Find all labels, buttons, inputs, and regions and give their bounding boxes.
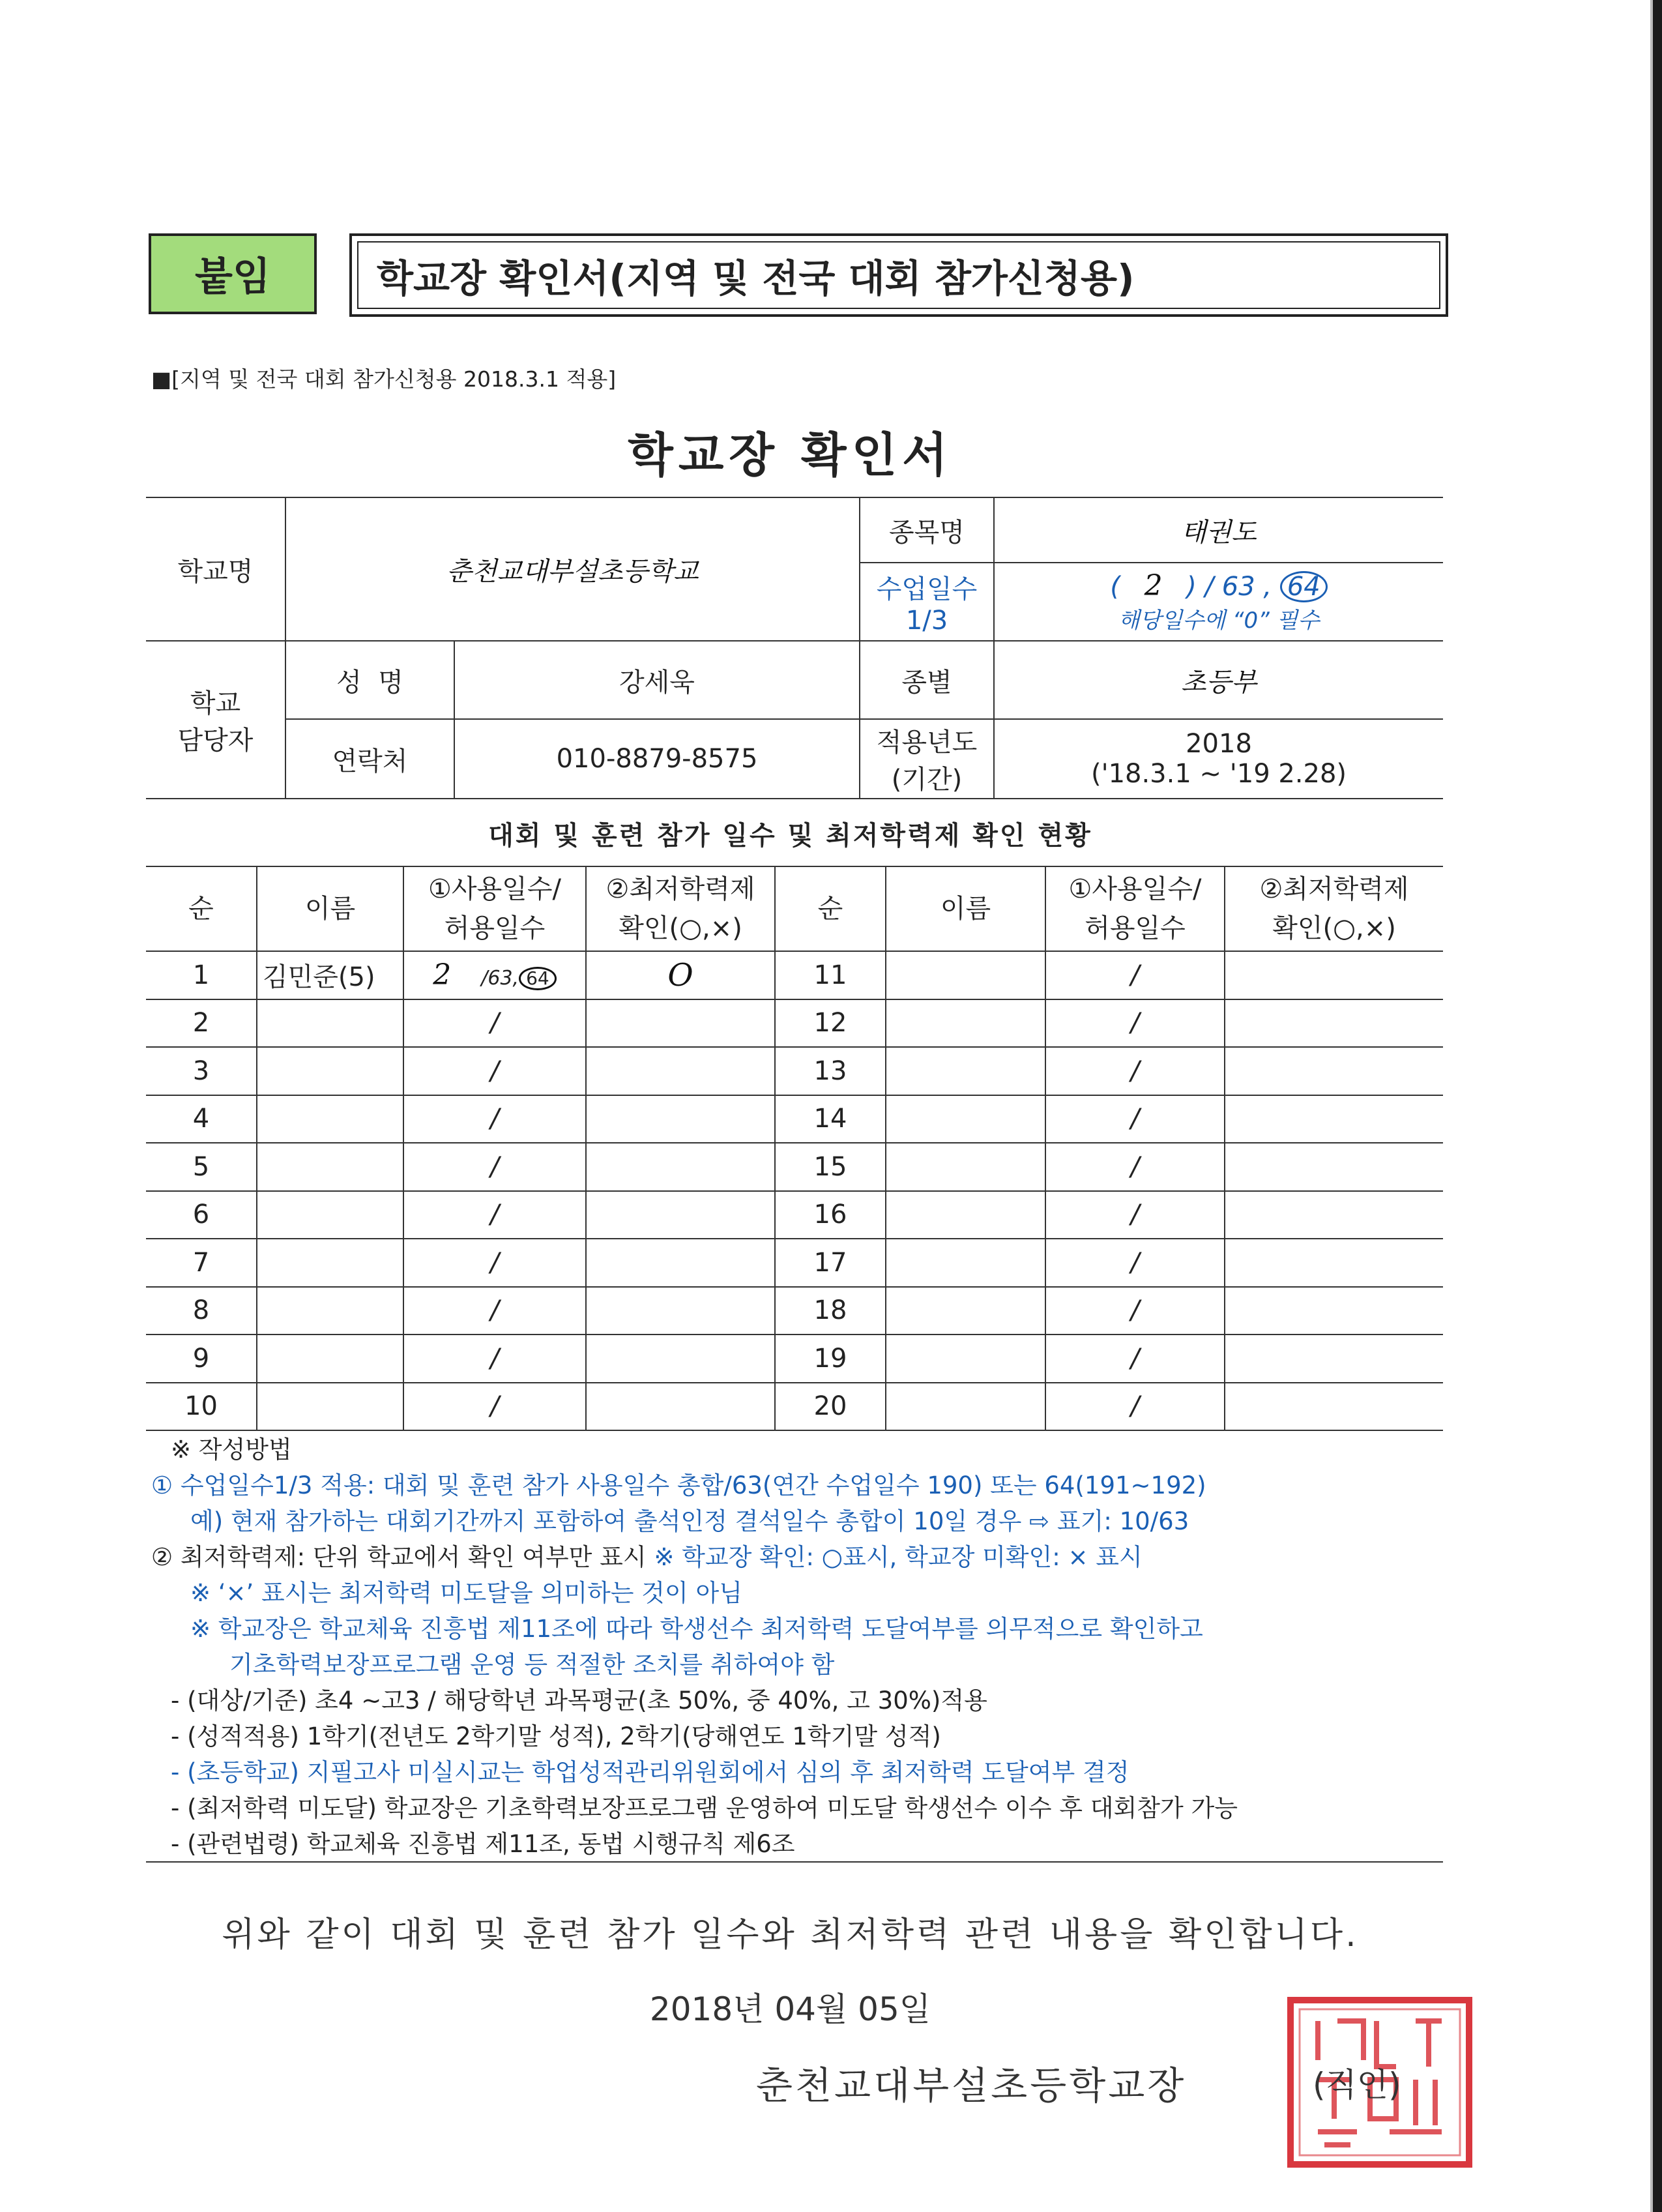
days-cell: /	[403, 1239, 586, 1287]
name-cell	[257, 1047, 403, 1095]
days-cell: /	[1045, 1239, 1225, 1287]
days-cell: /	[403, 1047, 586, 1095]
days-cell: /	[403, 1335, 586, 1383]
min-check: O	[586, 951, 775, 999]
name-cell	[886, 1143, 1045, 1191]
days-cell: /	[403, 1191, 586, 1239]
classdays-used: 2	[1144, 569, 1163, 602]
row-number: 10	[146, 1383, 257, 1431]
row-number: 19	[775, 1335, 886, 1383]
notes-divider	[146, 1861, 1443, 1863]
classdays-circled: 64	[1280, 571, 1328, 602]
name-cell	[257, 1143, 403, 1191]
confirm-statement: 위와 같이 대회 및 훈련 참가 일수와 최저학력 관련 내용을 확인합니다.	[222, 1915, 1359, 1954]
contact-label	[146, 641, 285, 799]
days-cell: /	[1045, 1047, 1225, 1095]
days-cell: /	[403, 1287, 586, 1335]
seal-label: (직인)	[1313, 2066, 1401, 2104]
detail-4: - (최저학력 미도달) 학교장은 기초학력보장프로그램 운영하여 미도달 학생선수 이수 후 대회참가 가능	[171, 1794, 1238, 1822]
name-value: 강세욱	[454, 641, 860, 719]
name-cell	[257, 1239, 403, 1287]
header-days-line2: 허용일수	[1085, 913, 1186, 943]
header-days-line1: ①사용일수/	[428, 874, 561, 904]
header-days-line1: ①사용일수/	[1068, 874, 1202, 904]
days-cell	[403, 951, 586, 999]
row-number: 8	[146, 1287, 257, 1335]
header-no-right: 순	[775, 866, 886, 951]
classdays-note: 해당일수에 “0” 필수	[1118, 608, 1320, 634]
days-circled: 64	[519, 967, 557, 990]
participant-name: 김민준(5)	[257, 951, 403, 999]
min-cell	[586, 1143, 775, 1191]
row-number: 3	[146, 1047, 257, 1095]
row-number: 20	[775, 1383, 886, 1431]
division-label: 종별	[860, 641, 994, 719]
phone-label: 연락처	[285, 719, 454, 799]
notes-heading: ※ 작성방법	[171, 1436, 292, 1464]
days-denoms: /63,	[481, 967, 519, 990]
detail-5: - (관련법령) 학교체육 진흥법 제11조, 동법 시행규칙 제6조	[171, 1830, 795, 1858]
applies-note: ■[지역 및 전국 대회 참가신청용 2018.3.1 적용]	[151, 366, 617, 392]
table-row	[146, 951, 1443, 999]
header-days-line2: 허용일수	[444, 913, 546, 943]
min-cell	[586, 999, 775, 1048]
note-4a: ※ 학교장은 학교체육 진흥법 제11조에 따라 학생선수 최저학력 도달여부를 의무적으로 확인하고	[190, 1615, 1203, 1643]
scan-edge-black	[1653, 0, 1662, 2212]
year-label	[860, 719, 994, 799]
table-row	[146, 1143, 1443, 1191]
note-2b: ※ 학교장 확인: ○표시, 학교장 미확인: × 표시	[654, 1543, 1143, 1571]
name-cell	[257, 1287, 403, 1335]
row-number: 17	[775, 1239, 886, 1287]
classdays-label	[860, 563, 994, 641]
days-cell: /	[403, 1383, 586, 1431]
note-2	[151, 1539, 1238, 1575]
header-days-right	[1045, 866, 1225, 951]
info-table	[146, 497, 1443, 799]
row-number: 18	[775, 1287, 886, 1335]
name-cell	[257, 1095, 403, 1143]
row-number: 1	[146, 951, 257, 999]
header-min-line1: ②최저학력제	[1259, 874, 1409, 904]
issue-date: 2018년 04월 05일	[649, 1990, 931, 2028]
school-value: 춘천교대부설초등학교	[285, 497, 860, 641]
days-cell: /	[1045, 1287, 1225, 1335]
min-cell	[586, 1047, 775, 1095]
name-cell	[886, 1095, 1045, 1143]
classdays-value	[994, 563, 1443, 641]
detail-1: - (대상/기준) 초4 ~고3 / 해당학년 과목평균(초 50%, 중 40%, 고 30%)적용	[171, 1687, 987, 1715]
header-min-line1: ②최저학력제	[605, 874, 755, 904]
classdays-paren: (	[1110, 572, 1120, 602]
sport-value: 태권도	[994, 497, 1443, 563]
school-label: 학교명	[146, 497, 285, 641]
name-cell	[886, 1239, 1045, 1287]
classdays-denoms: ) / 63 ,	[1186, 572, 1272, 602]
header-min-line2: 확인(○,×)	[619, 913, 742, 943]
attachment-tag: 붙임	[149, 233, 317, 314]
min-cell	[586, 1095, 775, 1143]
days-cell: /	[1045, 1335, 1225, 1383]
min-cell	[1225, 999, 1443, 1048]
name-cell	[257, 999, 403, 1048]
section-title: 대회 및 훈련 참가 일수 및 최저학력제 확인 현황	[488, 821, 1092, 851]
days-cell: /	[1045, 1191, 1225, 1239]
row-number: 7	[146, 1239, 257, 1287]
min-cell	[1225, 951, 1443, 999]
notes	[151, 1432, 1238, 1862]
table-row	[146, 1095, 1443, 1143]
min-cell	[1225, 1095, 1443, 1143]
min-cell	[1225, 1191, 1443, 1239]
year-label-line2: (기간)	[891, 765, 963, 795]
attachment-title: 학교장 확인서(지역 및 전국 대회 참가신청용)	[349, 233, 1448, 317]
principal-signature: 춘천교대부설초등학교장	[756, 2063, 1187, 2108]
header-min-left	[586, 866, 775, 951]
name-cell	[257, 1191, 403, 1239]
row-number: 11	[775, 951, 886, 999]
note-1a: ① 수업일수1/3 적용: 대회 및 훈련 참가 사용일수 총합/63(연간 수업일수 190) 또는 64(191~192)	[151, 1471, 1206, 1499]
min-cell	[1225, 1239, 1443, 1287]
phone-value: 010-8879-8575	[454, 719, 860, 799]
detail-3: - (초등학교) 지필고사 미실시교는 학업성적관리위원회에서 심의 후 최저학력 도달여부 결정	[171, 1758, 1130, 1786]
min-cell	[586, 1335, 775, 1383]
year-value-line2: ('18.3.1 ~ '19 2.28)	[1090, 759, 1347, 789]
name-cell	[886, 1191, 1045, 1239]
note-1b: 예) 현재 참가하는 대회기간까지 포함하여 출석인정 결석일수 총합이 10일 경우 ⇨ 표기: 10/63	[190, 1507, 1189, 1535]
name-cell	[886, 1047, 1045, 1095]
row-number: 9	[146, 1335, 257, 1383]
min-cell	[586, 1383, 775, 1431]
contact-label-line1: 학교	[190, 688, 241, 718]
participants-table	[146, 866, 1443, 1431]
classdays-label-line1: 수업일수	[876, 574, 978, 604]
days-cell: /	[403, 999, 586, 1048]
classdays-label-line2: 1/3	[905, 605, 948, 636]
days-cell: /	[1045, 999, 1225, 1048]
table-row	[146, 999, 1443, 1048]
min-cell	[1225, 1335, 1443, 1383]
note-4b: 기초학력보장프로그램 운영 등 적절한 조치를 취하여야 함	[229, 1651, 835, 1679]
detail-2: - (성적적용) 1학기(전년도 2학기말 성적), 2학기(당해연도 1학기말 성적)	[171, 1722, 941, 1750]
days-used: 2	[433, 958, 452, 992]
name-cell	[886, 1335, 1045, 1383]
days-cell: /	[1045, 951, 1225, 999]
year-label-line1: 적용년도	[876, 728, 978, 758]
table-row	[146, 1239, 1443, 1287]
name-cell	[257, 1335, 403, 1383]
name-label: 성 명	[285, 641, 454, 719]
row-number: 13	[775, 1047, 886, 1095]
days-cell: /	[1045, 1095, 1225, 1143]
year-value-line1: 2018	[1186, 729, 1252, 759]
header-min-line2: 확인(○,×)	[1272, 913, 1396, 943]
contact-label-line2: 담당자	[177, 726, 254, 756]
min-cell	[1225, 1143, 1443, 1191]
table-row	[146, 1383, 1443, 1431]
header-days-left	[403, 866, 586, 951]
name-cell	[886, 1383, 1045, 1431]
header-name-left: 이름	[257, 866, 403, 951]
year-value	[994, 719, 1443, 799]
min-cell	[1225, 1383, 1443, 1431]
row-number: 5	[146, 1143, 257, 1191]
row-number: 2	[146, 999, 257, 1048]
days-cell: /	[403, 1095, 586, 1143]
name-cell	[886, 1287, 1045, 1335]
row-number: 15	[775, 1143, 886, 1191]
header-min-right	[1225, 866, 1443, 951]
row-number: 6	[146, 1191, 257, 1239]
days-cell: /	[403, 1143, 586, 1191]
name-cell	[886, 999, 1045, 1048]
min-cell	[1225, 1047, 1443, 1095]
table-row	[146, 1047, 1443, 1095]
name-cell	[257, 1383, 403, 1431]
division-value: 초등부	[994, 641, 1443, 719]
name-cell	[886, 951, 1045, 999]
row-number: 4	[146, 1095, 257, 1143]
header-name-right: 이름	[886, 866, 1045, 951]
table-row	[146, 1287, 1443, 1335]
header-no-left: 순	[146, 866, 257, 951]
row-number: 12	[775, 999, 886, 1048]
days-cell: /	[1045, 1383, 1225, 1431]
min-cell	[586, 1239, 775, 1287]
note-3: ※ ‘×’ 표시는 최저학력 미도달을 의미하는 것이 아님	[190, 1579, 742, 1607]
page-title: 학교장 확인서	[628, 428, 953, 482]
row-number: 16	[775, 1191, 886, 1239]
table-row	[146, 1191, 1443, 1239]
note-2a: ② 최저학력제: 단위 학교에서 확인 여부만 표시	[151, 1543, 647, 1571]
row-number: 14	[775, 1095, 886, 1143]
days-cell: /	[1045, 1143, 1225, 1191]
min-cell	[586, 1287, 775, 1335]
min-cell	[1225, 1287, 1443, 1335]
sport-label: 종목명	[860, 497, 994, 563]
min-cell	[586, 1191, 775, 1239]
table-row	[146, 1335, 1443, 1383]
